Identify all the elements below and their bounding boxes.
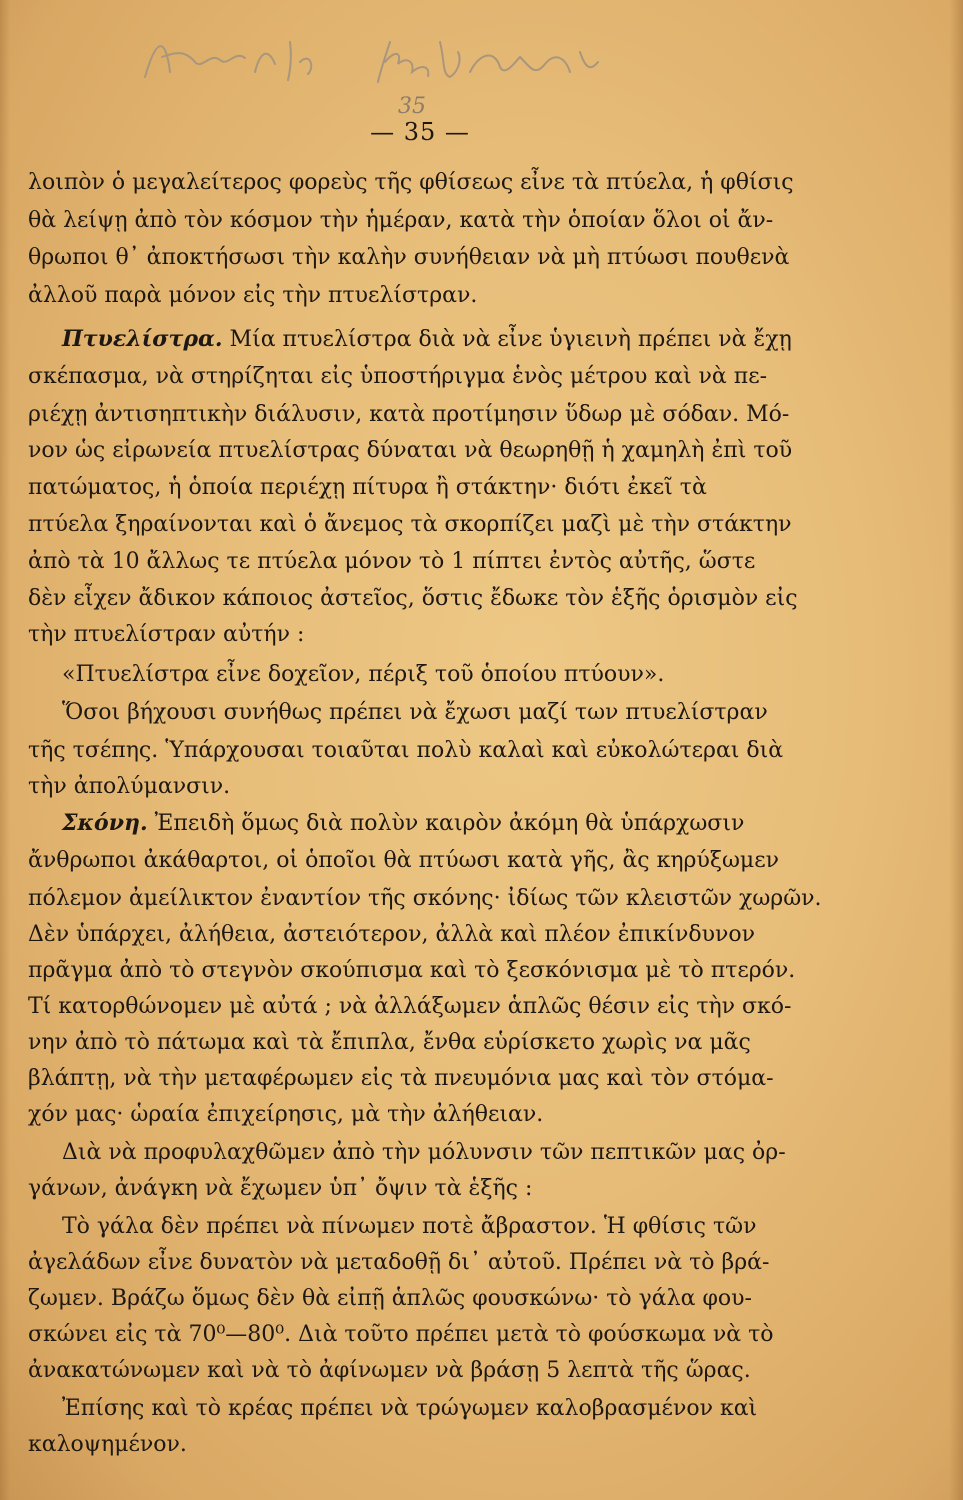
text-line: θρωποι θ᾿ ἀποκτήσωσι τὴν καλὴν συνήθειαν νὰ μὴ πτύωσι πουθενὰ bbox=[28, 245, 790, 270]
text-line: Διὰ νὰ προφυλαχθῶμεν ἀπὸ τὴν μόλυνσιν τῶν πεπτικῶν μας ὀρ- bbox=[62, 1140, 786, 1165]
text-line: Ὅσοι βήχουσι συνήθως πρέπει νὰ ἔχωσι μαζί των πτυελίστραν bbox=[62, 700, 768, 725]
handwritten-page-number: 35 bbox=[398, 94, 426, 119]
text-line: πόλεμον ἀμείλικτον ἐναντίον τῆς σκόνης· ἰδίως τῶν κλειστῶν χωρῶν. bbox=[28, 886, 822, 911]
page-edge-shadow bbox=[0, 0, 10, 1500]
handwritten-signature bbox=[140, 22, 610, 92]
text-line: χόν μας· ὡραία ἐπιχείρησις, μὰ τὴν ἀλήθειαν. bbox=[28, 1102, 544, 1127]
text-line: Τί κατορθώνομεν μὲ αὐτά ; νὰ ἀλλάξωμεν ἁπλῶς θέσιν εἰς τὴν σκό- bbox=[28, 994, 792, 1019]
text-line: νην ἀπὸ τὸ πάτωμα καὶ τὰ ἔπιπλα, ἔνθα εὑρίσκετο χωρὶς να μᾶς bbox=[28, 1030, 751, 1055]
text-span: Ἐπειδὴ ὅμως διὰ πολὺν καιρὸν ἀκόμη θὰ ὑπάρχωσιν bbox=[147, 811, 745, 836]
text-line: πτύελα ξηραίνονται καὶ ὁ ἄνεμος τὰ σκορπίζει μαζὶ μὲ τὴν στάκτην bbox=[28, 512, 792, 537]
text-line: θὰ λείψῃ ἀπὸ τὸν κόσμον τὴν ἡμέραν, κατὰ τὴν ὁποίαν ὅλοι οἱ ἄν- bbox=[28, 208, 774, 233]
text-line: βλάπτῃ, νὰ τὴν μεταφέρωμεν εἰς τὰ πνευμόνια μας καὶ τὸν στόμα- bbox=[28, 1066, 774, 1091]
text-line: λοιπὸν ὁ μεγαλείτερος φορεὺς τῆς φθίσεως εἶνε τὰ πτύελα, ἡ φθίσις bbox=[28, 170, 794, 195]
text-line: νον ὡς εἰρωνεία πτυελίστρας δύναται νὰ θεωρηθῇ ἡ χαμηλὴ ἐπὶ τοῦ bbox=[28, 438, 793, 463]
text-line: Τὸ γάλα δὲν πρέπει νὰ πίνωμεν ποτὲ ἄβραστον. Ἡ φθίσις τῶν bbox=[62, 1214, 757, 1239]
page-number: — 35 — bbox=[370, 118, 470, 146]
text-line: τὴν πτυελίστραν αὐτήν : bbox=[28, 622, 305, 647]
text-line: πατώματος, ἡ ὁποία περιέχῃ πίτυρα ἢ στάκτην· διότι ἐκεῖ τὰ bbox=[28, 475, 707, 500]
text-line: ριέχῃ ἀντισηπτικὴν διάλυσιν, κατὰ προτίμησιν ὕδωρ μὲ σόδαν. Μό- bbox=[28, 402, 790, 427]
text-line: ζωμεν. Βράζω ὅμως δὲν θὰ εἰπῇ ἁπλῶς φουσκώνω· τὸ γάλα φου- bbox=[28, 1286, 752, 1311]
text-line: τῆς τσέπης. Ὑπάρχουσαι τοιαῦται πολὺ καλαὶ καὶ εὐκολώτεραι διὰ bbox=[28, 738, 784, 763]
page-edge-shadow bbox=[949, 0, 963, 1500]
text-line: «Πτυελίστρα εἶνε δοχεῖον, πέριξ τοῦ ὁποίου πτύουν». bbox=[62, 662, 665, 687]
text-line: σκώνει εἰς τὰ 70⁰—80⁰. Διὰ τοῦτο πρέπει μετὰ τὸ φούσκωμα νὰ τὸ bbox=[28, 1322, 774, 1347]
paragraph-line bbox=[62, 324, 792, 355]
text-line: καλοψημένον. bbox=[28, 1432, 187, 1457]
text-line: δὲν εἶχεν ἄδικον κάποιος ἀστεῖος, ὅστις ἔδωκε τὸν ἑξῆς ὁρισμὸν εἰς bbox=[28, 586, 798, 611]
paragraph-line bbox=[62, 808, 744, 839]
text-line: Δὲν ὑπάρχει, ἀλήθεια, ἀστειότερον, ἀλλὰ καὶ πλέον ἐπικίνδυνον bbox=[28, 922, 756, 947]
text-line: Ἐπίσης καὶ τὸ κρέας πρέπει νὰ τρώγωμεν καλοβρασμένον καὶ bbox=[62, 1396, 758, 1421]
text-span: Μία πτυελίστρα διὰ νὰ εἶνε ὑγιεινὴ πρέπει νὰ ἔχῃ bbox=[222, 327, 792, 352]
text-line: ἀγελάδων εἶνε δυνατὸν νὰ μεταδοθῇ δι᾿ αὐτοῦ. Πρέπει νὰ τὸ βρά- bbox=[28, 1250, 770, 1275]
text-line: ἄνθρωποι ἀκάθαρτοι, οἱ ὁποῖοι θὰ πτύωσι κατὰ γῆς, ἂς κηρύξωμεν bbox=[28, 848, 779, 873]
text-line: ἀνακατώνωμεν καὶ νὰ τὸ ἀφίνωμεν νὰ βράσῃ 5 λεπτὰ τῆς ὥρας. bbox=[28, 1358, 751, 1383]
text-line: γάνων, ἀνάγκη νὰ ἔχωμεν ὑπ᾿ ὄψιν τὰ ἑξῆς : bbox=[28, 1176, 533, 1201]
section-heading: Πτυελίστρα. bbox=[62, 326, 223, 352]
text-line: πρᾶγμα ἀπὸ τὸ στεγνὸν σκούπισμα καὶ τὸ ξεσκόνισμα μὲ τὸ πτερόν. bbox=[28, 958, 796, 983]
text-line: τὴν ἀπολύμανσιν. bbox=[28, 774, 231, 799]
section-heading: Σκόνη. bbox=[62, 810, 148, 836]
text-line: σκέπασμα, νὰ στηρίζηται εἰς ὑποστήριγμα ἑνὸς μέτρου καὶ νὰ πε- bbox=[28, 364, 768, 389]
text-line: ἀλλοῦ παρὰ μόνον εἰς τὴν πτυελίστραν. bbox=[28, 283, 478, 308]
text-line: ἀπὸ τὰ 10 ἄλλως τε πτύελα μόνον τὸ 1 πίπτει ἐντὸς αὐτῆς, ὥστε bbox=[28, 549, 756, 574]
